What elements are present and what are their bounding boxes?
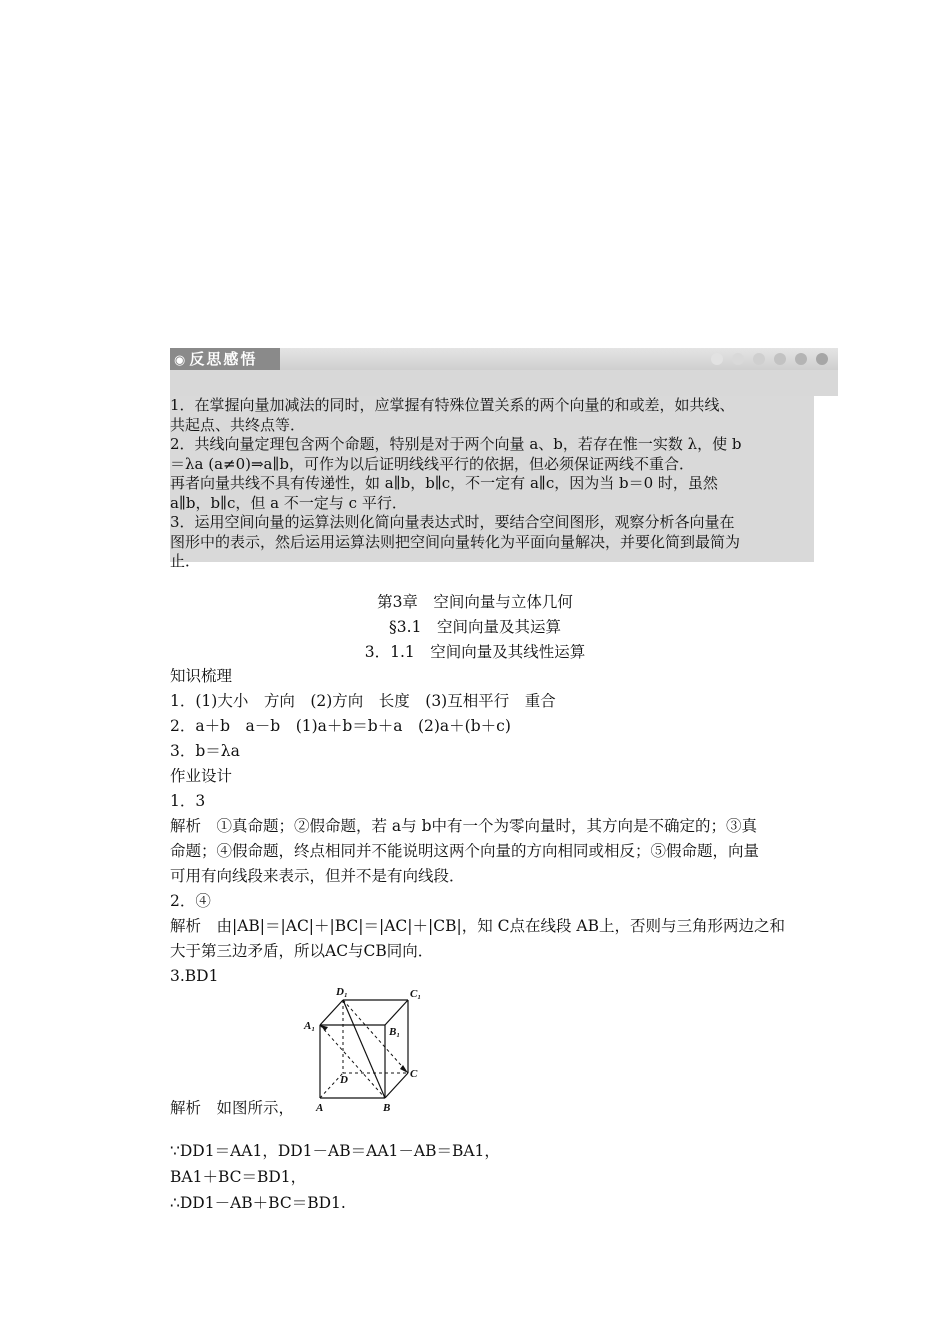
section-title: §3.1 空间向量及其运算 <box>389 618 561 636</box>
reflection-line: 3．运用空间向量的运算法则化简向量表达式时，要结合空间图形，观察分析各向量在 <box>170 513 735 531</box>
content-line: 可用有向线段来表示，但并不是有向线段． <box>170 867 465 885</box>
label-a1: A₁ <box>304 1020 316 1032</box>
reflection-line: 再者向量共线不具有传递性，如 a∥b，b∥c，不一定有 a∥c，因为当 b＝0 时，虽然 <box>170 474 718 492</box>
content-line: 作业设计 <box>170 767 233 785</box>
label-d: D <box>340 1074 348 1086</box>
reflection-line: 图形中的表示，然后运用运算法则把空间向量转化为平面向量解决，并要化简到最简为 <box>170 532 741 551</box>
label-a: A <box>316 1102 324 1114</box>
content-line: 知识梳理 <box>170 667 233 685</box>
dot-icon <box>711 353 723 365</box>
conclusion-line: ∴DD1－AB＋BC＝BD1. <box>170 1194 346 1212</box>
arrow-icon <box>400 1065 408 1073</box>
reflection-line: a∥b，b∥c，但 a 不一定与 c 平行． <box>170 493 407 512</box>
answer-content <box>170 664 816 989</box>
dot-icon <box>795 353 807 365</box>
label-c1: C₁ <box>410 988 422 1000</box>
edge-bc <box>385 1073 408 1098</box>
edge-b1c1 <box>385 1000 408 1025</box>
label-b: B <box>383 1102 391 1114</box>
subsection-title: 3．1.1 空间向量及其线性运算 <box>364 643 586 661</box>
edge-a1d1 <box>320 1000 343 1025</box>
label-d1: D₁ <box>336 986 348 998</box>
reflection-body <box>170 396 814 570</box>
content-line: 解析 由|AB|＝|AC|＋|BC|＝|AC|＋|CB|，知 C点在线段 AB上，否则与三角形两边之和 <box>170 917 785 935</box>
content-line: 3．b＝λa <box>170 742 240 760</box>
content-line: 1．(1)大小 方向 (2)方向 长度 (3)互相平行 重合 <box>170 692 556 710</box>
reflection-spacer <box>170 370 838 396</box>
chapter-title: 第3章 空间向量与立体几何 <box>377 593 573 611</box>
content-line: 1．3 <box>170 792 206 810</box>
reflection-tab <box>170 348 280 370</box>
target-icon: ◉ <box>174 353 188 368</box>
content-line: 2．a＋b a－b (1)a＋b＝b＋a (2)a＋(b＋c) <box>170 717 511 735</box>
conclusion-line: ∵DD1＝AA1，DD1－AB＝AA1－AB＝BA1， <box>170 1142 500 1160</box>
dot-icon <box>732 353 744 365</box>
content-line: 解析 ①真命题；②假命题，若 a与 b中有一个为零向量时，其方向是不确定的；③真 <box>170 817 758 835</box>
reflection-line: ＝λa (a≠0)⇒a∥b，可作为以后证明线线平行的依据，但必须保证两线不重合． <box>170 454 695 473</box>
content-line: 大于第三边矛盾，所以AC与CB同向． <box>170 942 434 960</box>
content-line: 3.BD1 <box>170 967 219 985</box>
figure-caption: 解析 如图所示， <box>170 1099 295 1117</box>
diagonal-d1b <box>343 1000 385 1098</box>
conclusion <box>170 1138 500 1216</box>
reflection-line: 1．在掌握向量加减法的同时，应掌握有特殊位置关系的两个向量的和或差，如共线、 <box>170 396 735 414</box>
label-b1: B₁ <box>389 1026 401 1038</box>
dot-icon <box>753 353 765 365</box>
conclusion-line: BA1＋BC＝BD1， <box>170 1168 307 1186</box>
cube-diagram <box>300 985 440 1115</box>
dot-icon <box>816 353 828 365</box>
dot-icon <box>774 353 786 365</box>
reflection-title: 反思感悟 <box>189 350 258 368</box>
reflection-header-bar <box>170 348 838 370</box>
label-c: C <box>410 1068 418 1080</box>
reflection-line: 止． <box>170 552 201 570</box>
content-line: 命题；④假命题，终点相同并不能说明这两个向量的方向相同或相反；⑤假命题，向量 <box>170 842 760 860</box>
reflection-line: 共起点、共终点等． <box>170 415 306 434</box>
content-line: 2．④ <box>170 892 211 910</box>
reflection-line: 2．共线向量定理包含两个命题，特别是对于两个向量 a、b，若存在惟一实数 λ，使 b <box>170 435 742 453</box>
decorative-dots <box>711 353 828 365</box>
